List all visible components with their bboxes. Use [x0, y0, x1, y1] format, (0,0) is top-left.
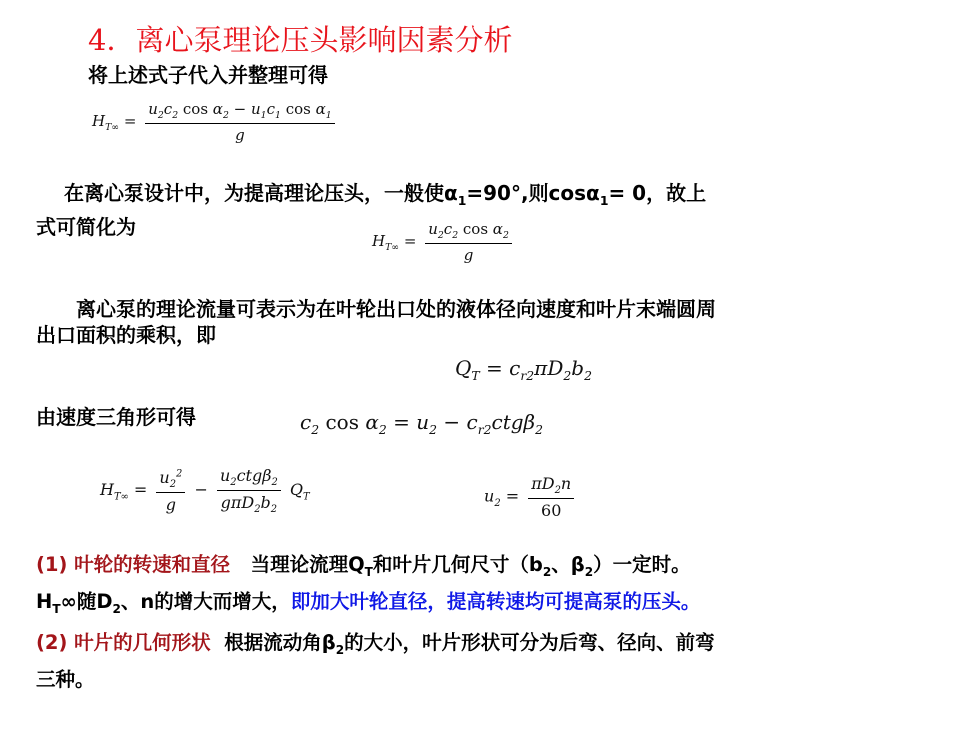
item-speed-diameter: (1) 叶轮的转速和直径 当理论流理$Q_T$和叶片几何尺寸（$b_2$、$\beta_2$）一定时。 $H_T\infty$随$D_2$、n的增大而增大，即加大叶轮直径，提高转速均可提高泵的压头。 [36, 553, 701, 616]
velocity-label: 由速度三角形可得 [36, 405, 196, 429]
formula-velocity-triangle: $c_2$ $\cos \alpha_2 = u_2 - c_{r2}ctg\beta_2$ [300, 410, 543, 437]
intro-text: 将上述式子代入并整理可得 [88, 63, 328, 87]
item1-heading: (1) 叶轮的转速和直径 [36, 553, 231, 576]
formula-head-simplified: $H_{T\infty}$ = $\frac{u_2c_2 \cos \alpha_2}{g}$ [372, 220, 516, 264]
item2-heading: (2) 叶片的几何形状 [36, 631, 211, 654]
formula-head-full: $H_{T\infty}$ = $\frac{u_2c_2 \cos \alpha_2 - u_1c_1 \cos \alpha_1}{g}$ [92, 100, 339, 144]
formula-head-flow: $H_{T\infty}$ = $\frac{u_2^2}{g}$ − $\frac{u_2ctg\beta_2}{g\pi D_2b_2}$ $Q_T$ [100, 466, 310, 516]
emphasis-text: 即加大叶轮直径，提高转速均可提高泵的压头。 [290, 589, 701, 613]
formula-flow-rate: $Q_T = c_{r2}\pi D_2b_2$ [455, 356, 592, 383]
item-blade-shape: (2) 叶片的几何形状 根据流动角$\beta_2$的大小，叶片形状可分为后弯、径向、前弯 三种。 [36, 631, 715, 691]
formula-tip-speed: $u_2$ = $\frac{\pi D_2n}{60}$ [484, 474, 578, 520]
design-paragraph: 在离心泵设计中，为提高理论压头，一般使$\alpha_1=90^\circ$,则cosα$_1$= 0，故上 式可简化为 [36, 181, 707, 239]
flow-paragraph: 离心泵的理论流量可表示为在叶轮出口处的液体径向速度和叶片末端圆周 出口面积的乘积，即 [36, 297, 716, 347]
page-title: 4．离心泵理论压头影响因素分析 [88, 23, 513, 57]
